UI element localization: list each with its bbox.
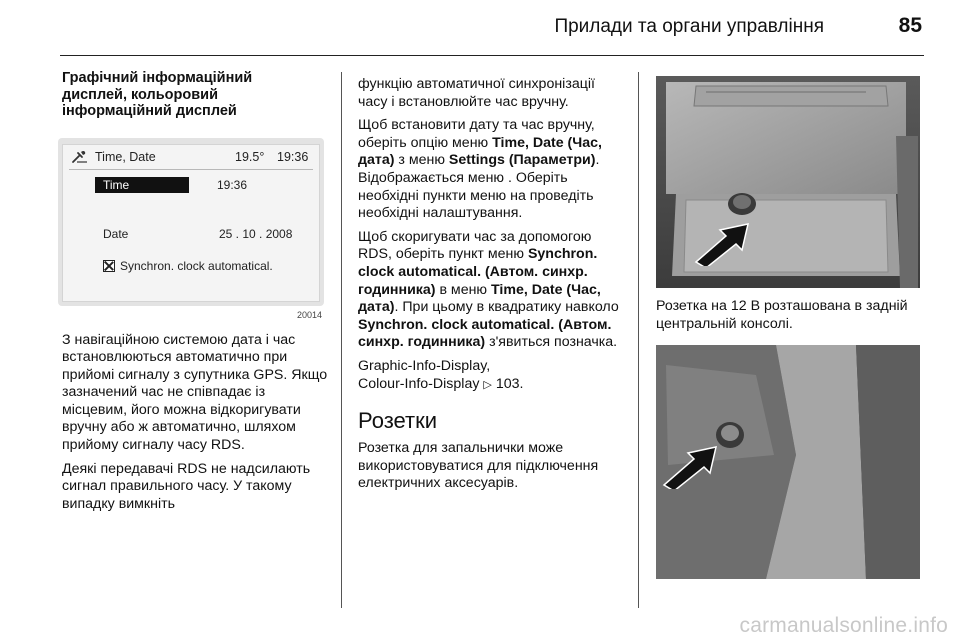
pointer-arrow-icon	[692, 222, 752, 266]
display-temperature: 19.5°	[235, 149, 265, 164]
heading-line: Графічний інформаційний	[62, 70, 253, 86]
section-heading	[62, 70, 332, 120]
column-3	[656, 76, 920, 579]
menu-option-bold: Time, Date (Час, дата)	[358, 281, 601, 316]
paragraph: Розетка для запальнички може використовуватися для підключення електричних аксесуарів.	[358, 440, 599, 492]
column-divider-1	[341, 72, 342, 608]
paragraph	[358, 229, 620, 352]
heading-line: інформаційний дисплей	[62, 103, 237, 119]
photo-caption: Розетка на 12 В розташована в задній центральній консолі.	[656, 298, 908, 332]
time-value: 19:36	[217, 177, 248, 192]
text-run: Щоб скоригувати час за допомогою RDS, оберіть пункт меню	[358, 228, 592, 263]
text-run: . При цьому в квадратику навколо	[394, 299, 619, 316]
info-display-figure	[58, 138, 326, 322]
checkbox-checked-icon	[103, 260, 115, 272]
date-value: 25 . 10 . 2008	[219, 226, 293, 241]
sync-clock-label: Synchron. clock automatical.	[120, 258, 273, 273]
figure-id: 20014	[296, 309, 322, 320]
display-clock: 19:36	[277, 149, 309, 164]
text-run: Щоб встановити дату та час вручну, оберіть опцію меню	[358, 117, 595, 151]
watermark: carmanualsonline.info	[739, 614, 948, 637]
heading-line: дисплей, кольоровий	[62, 86, 218, 103]
text-run: з'явиться позначка.	[485, 334, 618, 351]
header-divider	[60, 55, 924, 56]
wrench-pen-icon	[71, 150, 89, 167]
column-2	[358, 76, 620, 499]
page-number: 85	[898, 14, 922, 37]
text-run: з меню	[394, 152, 449, 169]
paragraph	[358, 117, 620, 223]
display-header	[63, 145, 319, 169]
menu-option-bold: Time, Date (Час, дата)	[358, 134, 602, 169]
date-menu-item: Date	[103, 226, 129, 241]
display-separator	[69, 169, 313, 170]
socket-photo-closeup	[656, 76, 920, 288]
pointer-arrow-icon	[660, 445, 720, 489]
menu-option-bold: Settings (Параметри)	[448, 152, 596, 169]
menu-option-bold: Synchron. clock automatical. (Автом. синхр. годинника)	[358, 316, 612, 351]
text-run: в меню	[435, 281, 491, 298]
page-ref-icon: ▷	[483, 378, 492, 391]
text-run: . Відображається меню . Оберіть необхідні пункти меню на проведіть необхідні налаштування.	[358, 152, 600, 222]
page-ref-link[interactable]: 103.	[495, 375, 524, 392]
display-screen	[62, 144, 320, 302]
section-heading-sockets: Розетки	[358, 408, 438, 434]
paragraph: Деякі передавачі RDS не надсилають сигнал правильного часу. У такому випадку вимкніть	[62, 460, 311, 512]
paragraph	[358, 358, 620, 394]
column-1	[62, 70, 332, 519]
time-menu-item: Time	[95, 177, 189, 193]
socket-photo-console	[656, 345, 920, 579]
text-run: Colour-Info-Display	[358, 375, 484, 392]
paragraph: З навігаційною системою дата і час встановлюються автоматично при прийомі сигналу з супутника GPS. Якщо зазначений час не співпадає із місцевим, його можна відкоригувати вручну або ж автоматично, шляхом прийому сигналу часу RDS.	[62, 331, 328, 454]
text-run: Graphic-Info-Display,	[358, 357, 491, 374]
paragraph: функцію автоматичної синхронізації часу і встановлюйте час вручну.	[358, 76, 595, 110]
column-divider-2	[638, 72, 639, 608]
display-title: Time, Date	[95, 149, 156, 164]
page-header-title: Прилади та органи управління	[554, 16, 824, 37]
sync-clock-option	[103, 259, 273, 273]
menu-option-bold: Synchron. clock automatical. (Автом. синхр. годинника)	[358, 246, 598, 298]
